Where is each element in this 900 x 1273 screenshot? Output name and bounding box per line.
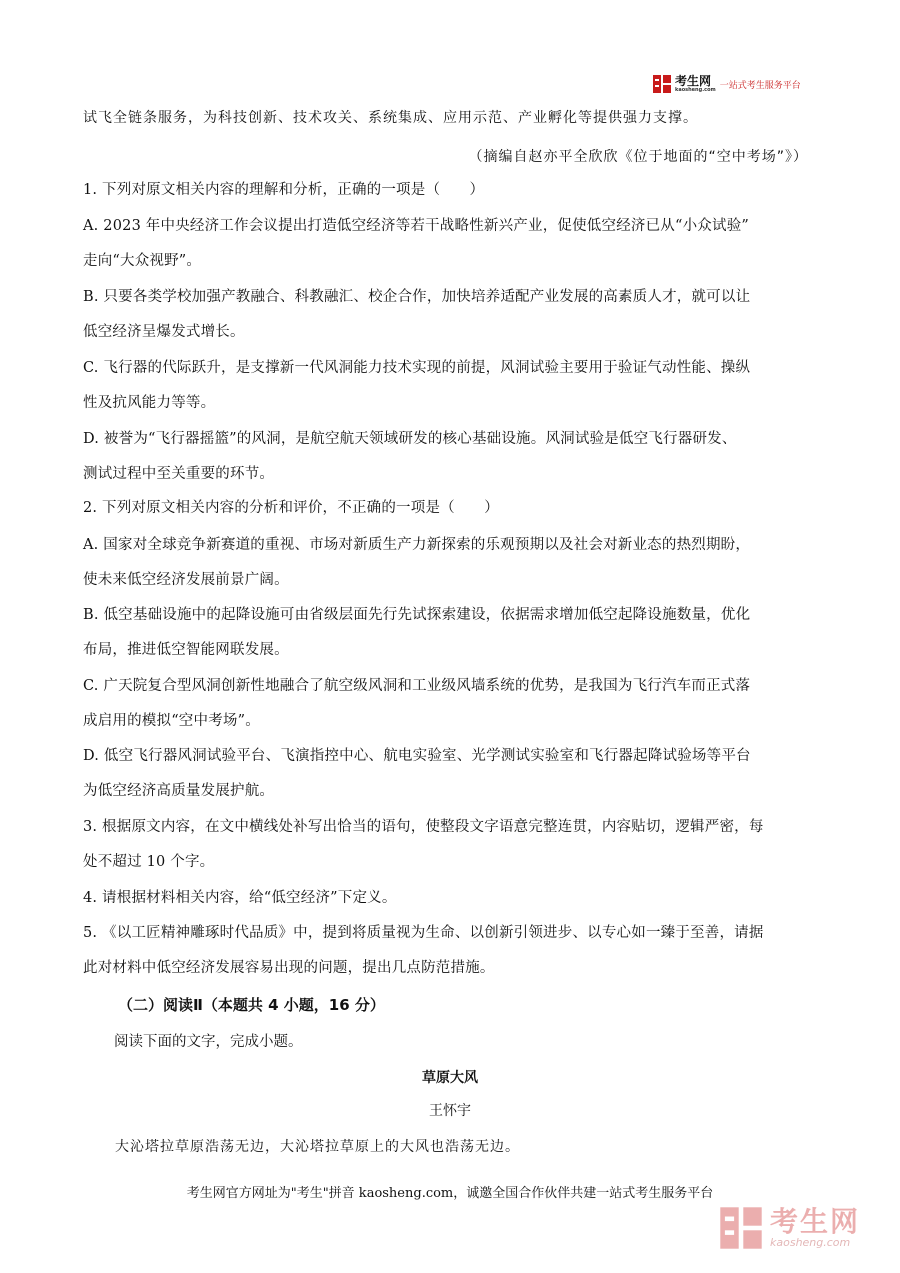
option-line: A. 2023 年中央经济工作会议提出打造低空经济等若干战略性新兴产业，促使低空经济已从“小众试验” (83, 218, 750, 234)
watermark (718, 1198, 888, 1258)
logo-slogan: 一站式考生服务平台 (719, 80, 801, 91)
section-heading: （二）阅读Ⅱ（本题共 4 小题，16 分） (118, 996, 385, 1014)
kaosheng-logo-icon (652, 74, 672, 94)
logo-domain: kaosheng.com (675, 87, 716, 93)
page-footer: 考生网官方网址为"考生"拼音 kaosheng.com，诚邀全国合作伙伴共建一站式考生服务平台 (186, 1186, 714, 1201)
option-line: 使未来低空经济发展前景广阔。 (83, 572, 289, 588)
option-line: B. 低空基础设施中的起降设施可由省级层面先行先试探索建设，依据需求增加低空起降设施数量，优化 (83, 607, 751, 623)
article-last-line: 试飞全链条服务，为科技创新、技术攻关、系统集成、应用示范、产业孵化等提供强力支撑。 (83, 110, 698, 126)
option-line: D. 被誉为“飞行器摇篮”的风洞，是航空航天领域研发的核心基础设施。风洞试验是低空飞行器研发、 (83, 431, 737, 447)
watermark-domain: kaosheng.com (770, 1236, 851, 1249)
section-instruction: 阅读下面的文字，完成小题。 (114, 1034, 303, 1050)
option-line: C. 广天院复合型风洞创新性地融合了航空级风洞和工业级风墙系统的优势，是我国为飞行汽车而正式落 (83, 678, 751, 694)
header-logo (652, 72, 801, 96)
story-author: 王怀宇 (429, 1103, 471, 1119)
story-first-line: 大沁塔拉草原浩荡无边，大沁塔拉草原上的大风也浩荡无边。 (115, 1139, 520, 1155)
logo-text (675, 75, 716, 93)
option-line: B. 只要各类学校加强产教融合、科教融汇、校企合作，加快培养适配产业发展的高素质人才，就可以让 (83, 289, 751, 305)
story-title: 草原大风 (422, 1070, 478, 1086)
question-line: 4. 请根据材料相关内容，给“低空经济”下定义。 (83, 890, 397, 906)
question-line: 此对材料中低空经济发展容易出现的问题，提出几点防范措施。 (83, 960, 495, 976)
question-line: 处不超过 10 个字。 (83, 854, 215, 870)
option-line: C. 飞行器的代际跃升，是支撑新一代风洞能力技术实现的前提，风洞试验主要用于验证气动性能、操纵 (83, 360, 751, 376)
question-line: 2. 下列对原文相关内容的分析和评价，不正确的一项是（ ） (83, 500, 499, 516)
question-line: 1. 下列对原文相关内容的理解和分析，正确的一项是（ ） (83, 182, 485, 198)
option-line: 布局，推进低空智能网联发展。 (83, 642, 289, 658)
option-line: 走向“大众视野”。 (83, 253, 202, 269)
option-line: D. 低空飞行器风洞试验平台、飞演指控中心、航电实验室、光学测试实验室和飞行器起降试验场等平台 (83, 748, 751, 764)
option-line: A. 国家对全球竞争新赛道的重视、市场对新质生产力新探索的乐观预期以及社会对新业态的热烈期盼， (83, 537, 751, 553)
option-line: 性及抗风能力等等。 (83, 395, 216, 411)
option-line: 为低空经济高质量发展护航。 (83, 783, 275, 799)
logo-name: 考生网 (675, 74, 712, 88)
kaosheng-watermark-icon (718, 1205, 764, 1251)
question-line: 5. 《以工匠精神雕琢时代品质》中，提到将质量视为生命、以创新引领进步、以专心如一臻于至善，请据 (83, 925, 764, 941)
option-line: 低空经济呈爆发式增长。 (83, 324, 245, 340)
question-line: 3. 根据原文内容，在文中横线处补写出恰当的语句，使整段文字语意完整连贯，内容贴切，逻辑严密，每 (83, 819, 764, 835)
watermark-name: 考生网 (770, 1205, 861, 1238)
option-line: 成启用的模拟“空中考场”。 (83, 713, 260, 729)
option-line: 测试过程中至关重要的环节。 (83, 466, 275, 482)
watermark-text (770, 1207, 860, 1249)
article-source: （摘编自赵亦平全欣欣《位于地面的“空中考场”》） (468, 149, 808, 165)
